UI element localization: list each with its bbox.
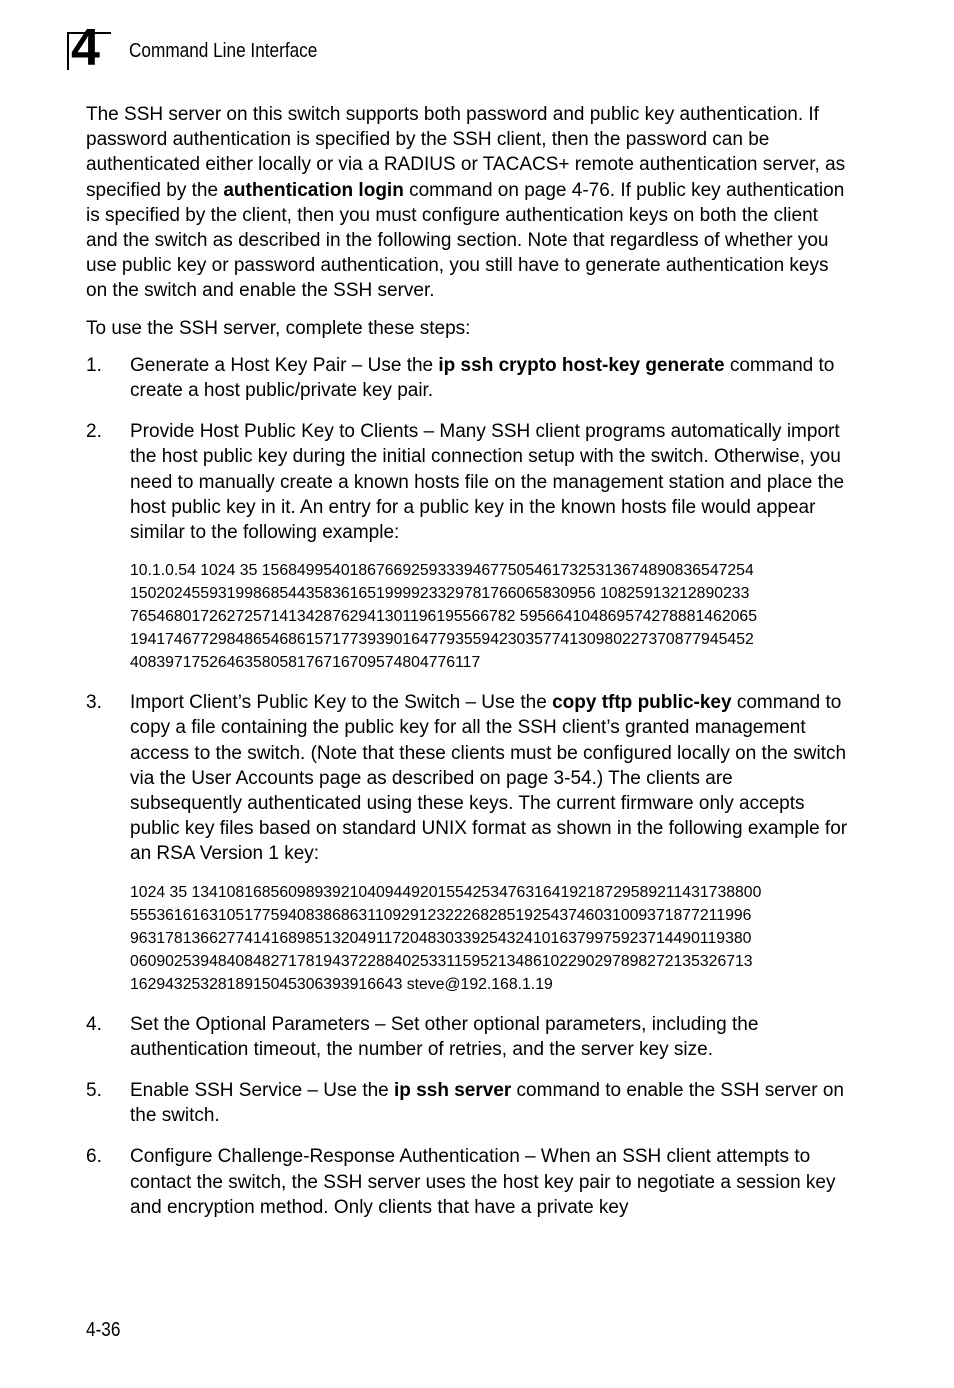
code-line: 15020245593199868544358361651999923329781766065830956 10825913212890233 <box>130 585 750 603</box>
intro-text-b: command on page 4-76. If public key authentication is specified by the client, then you must configure authentication keys on both the client and the switch as described in the following section. Note that regardless of whether you use public key or password authentication, you still have to generate authentication keys on the switch and enable the SSH server. <box>86 179 845 302</box>
step-number: 5. <box>86 1080 102 1102</box>
known-hosts-example <box>130 559 848 674</box>
steps-intro: To use the SSH server, complete these steps: <box>86 317 471 339</box>
step-3 <box>86 690 848 995</box>
code-line: 06090253948408482717819437228840253311595213486102290297898272135326713 <box>130 952 753 970</box>
step-number: 4. <box>86 1013 102 1035</box>
step-command: ip ssh server <box>394 1080 512 1102</box>
code-line: 10.1.0.54 1024 35 15684995401867669259333946775054617325313674890836547254 <box>130 562 754 580</box>
step-text-a: Enable SSH Service – Use the <box>130 1080 395 1102</box>
step-number: 1. <box>86 354 102 376</box>
step-text-b: command to create a host public/private key pair. <box>130 354 835 402</box>
code-line: 96317813662774141689851320491172048303392543241016379975923714490119380 <box>130 929 752 947</box>
step-5 <box>86 1078 848 1128</box>
code-line: 16294325328189150453063939166​43 steve@192.168.1.19 <box>130 975 553 993</box>
step-number: 2. <box>86 421 102 443</box>
page-body <box>86 102 848 1236</box>
rsa-key-example <box>130 881 848 996</box>
intro-text-a: The SSH server on this switch supports both password and public key authentication. If password authentication is specified by the SSH client, then the password can be authenticated either locally or via a RADIUS or TACACS+ remote authentication server, as specified by the <box>86 104 846 201</box>
step-number: 3. <box>86 692 102 714</box>
intro-paragraph <box>86 102 848 304</box>
step-number: 6. <box>86 1146 102 1168</box>
step-text-b: command to copy a file containing the public key for all the SSH client’s granted management access to the switch. (Note that these clients must be configured locally on the switch via the User Accounts page as described on page 3-54.) The clients are subsequently authenticated using these keys. The current firmware only accepts public key files based on standard UNIX format as shown in the following example for an RSA Version 1 key: <box>130 692 848 865</box>
step-2 <box>86 419 848 674</box>
step-text: Set the Optional Parameters – Set other optional parameters, including the authentication timeout, the number of retries, and the server key size. <box>130 1013 759 1060</box>
step-text-a: Import Client’s Public Key to the Switch – Use the <box>130 692 553 714</box>
step-4 <box>86 1012 848 1062</box>
code-line: 76546801726272571413428762941301196195566782 595664104869574278881462065 <box>130 608 757 626</box>
intro-command: authentication login <box>223 179 404 201</box>
chapter-number: 4 <box>71 19 99 77</box>
step-text <box>130 1078 848 1128</box>
page-number: 4-36 <box>86 1319 121 1341</box>
code-line: 19417467729848654686157177393901647793559423035774130980227370877945452 <box>130 631 754 649</box>
step-text <box>130 353 848 403</box>
step-text <box>130 690 848 866</box>
step-1 <box>86 353 848 403</box>
step-command: copy tftp public-key <box>552 692 732 714</box>
step-text-b: command to enable the SSH server on the switch. <box>130 1080 844 1127</box>
step-command: ip ssh crypto host-key generate <box>438 354 725 376</box>
code-line: 408397175264635805817671670957480477611​7 <box>130 654 481 672</box>
code-line: 55536161631051775940838686311092912322268285192543746031009371877211996 <box>130 906 752 924</box>
code-line: 1024 35 13410816856098939210409449201554253476316419218729589211431738800 <box>130 883 762 901</box>
step-text: Configure Challenge-Response Authentication – When an SSH client attempts to contact the switch, the SSH server uses the host key pair to negotiate a session key and encryption method. Only clients that have a private key <box>130 1146 836 1218</box>
running-header-title: Command Line Interface <box>129 40 318 62</box>
step-text-a: Generate a Host Key Pair – Use the <box>130 354 439 376</box>
step-text: Provide Host Public Key to Clients – Many SSH client programs automatically import the host public key during the initial connection setup with the switch. Otherwise, you need to manually create a known hosts file on the management station and place the host public key in it. An entry for a public key in the known hosts file would appear similar to the following example: <box>130 421 845 544</box>
step-6 <box>86 1144 848 1220</box>
